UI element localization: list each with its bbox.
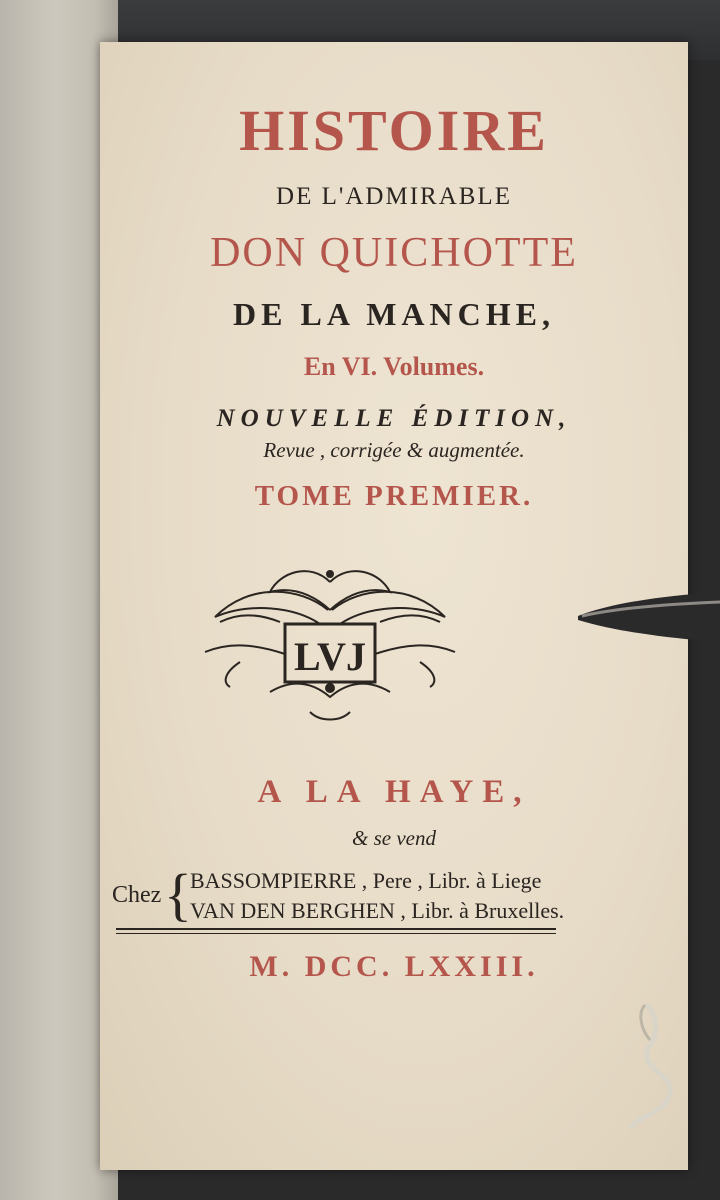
title-don-quichotte: DON QUICHOTTE xyxy=(210,230,578,276)
date-line: M. DCC. LXXIII. xyxy=(249,950,539,983)
edition-note: Revue , corrigée & augmentée. xyxy=(263,438,525,462)
bookmark-clip-icon xyxy=(578,586,720,646)
string-tie-icon xyxy=(600,1000,690,1130)
volumes-line: En VI. Volumes. xyxy=(303,352,485,381)
place-line: A LA HAYE, xyxy=(257,774,531,810)
sold-line: & se vend xyxy=(352,826,436,850)
double-rule-top xyxy=(116,928,556,930)
title-admirable: DE L'ADMIRABLE xyxy=(276,183,512,210)
brace-icon: { xyxy=(164,862,192,927)
printer-bruxelles: VAN DEN BERGHEN , Libr. à Bruxelles. xyxy=(190,898,565,923)
svg-text:LVJ: LVJ xyxy=(294,634,366,679)
printer-liege: BASSOMPIERRE , Pere , Libr. à Liege xyxy=(190,868,542,893)
printer-imprint xyxy=(112,860,672,930)
edition-line: NOUVELLE ÉDITION, xyxy=(216,405,572,432)
floral-vignette-icon xyxy=(200,562,460,732)
title-histoire: HISTOIRE xyxy=(239,98,549,163)
chez-label: Chez xyxy=(112,882,162,908)
tome-line: TOME PREMIER. xyxy=(254,480,534,512)
double-rule-bottom xyxy=(116,933,556,934)
title-manche: DE LA MANCHE, xyxy=(233,296,555,332)
